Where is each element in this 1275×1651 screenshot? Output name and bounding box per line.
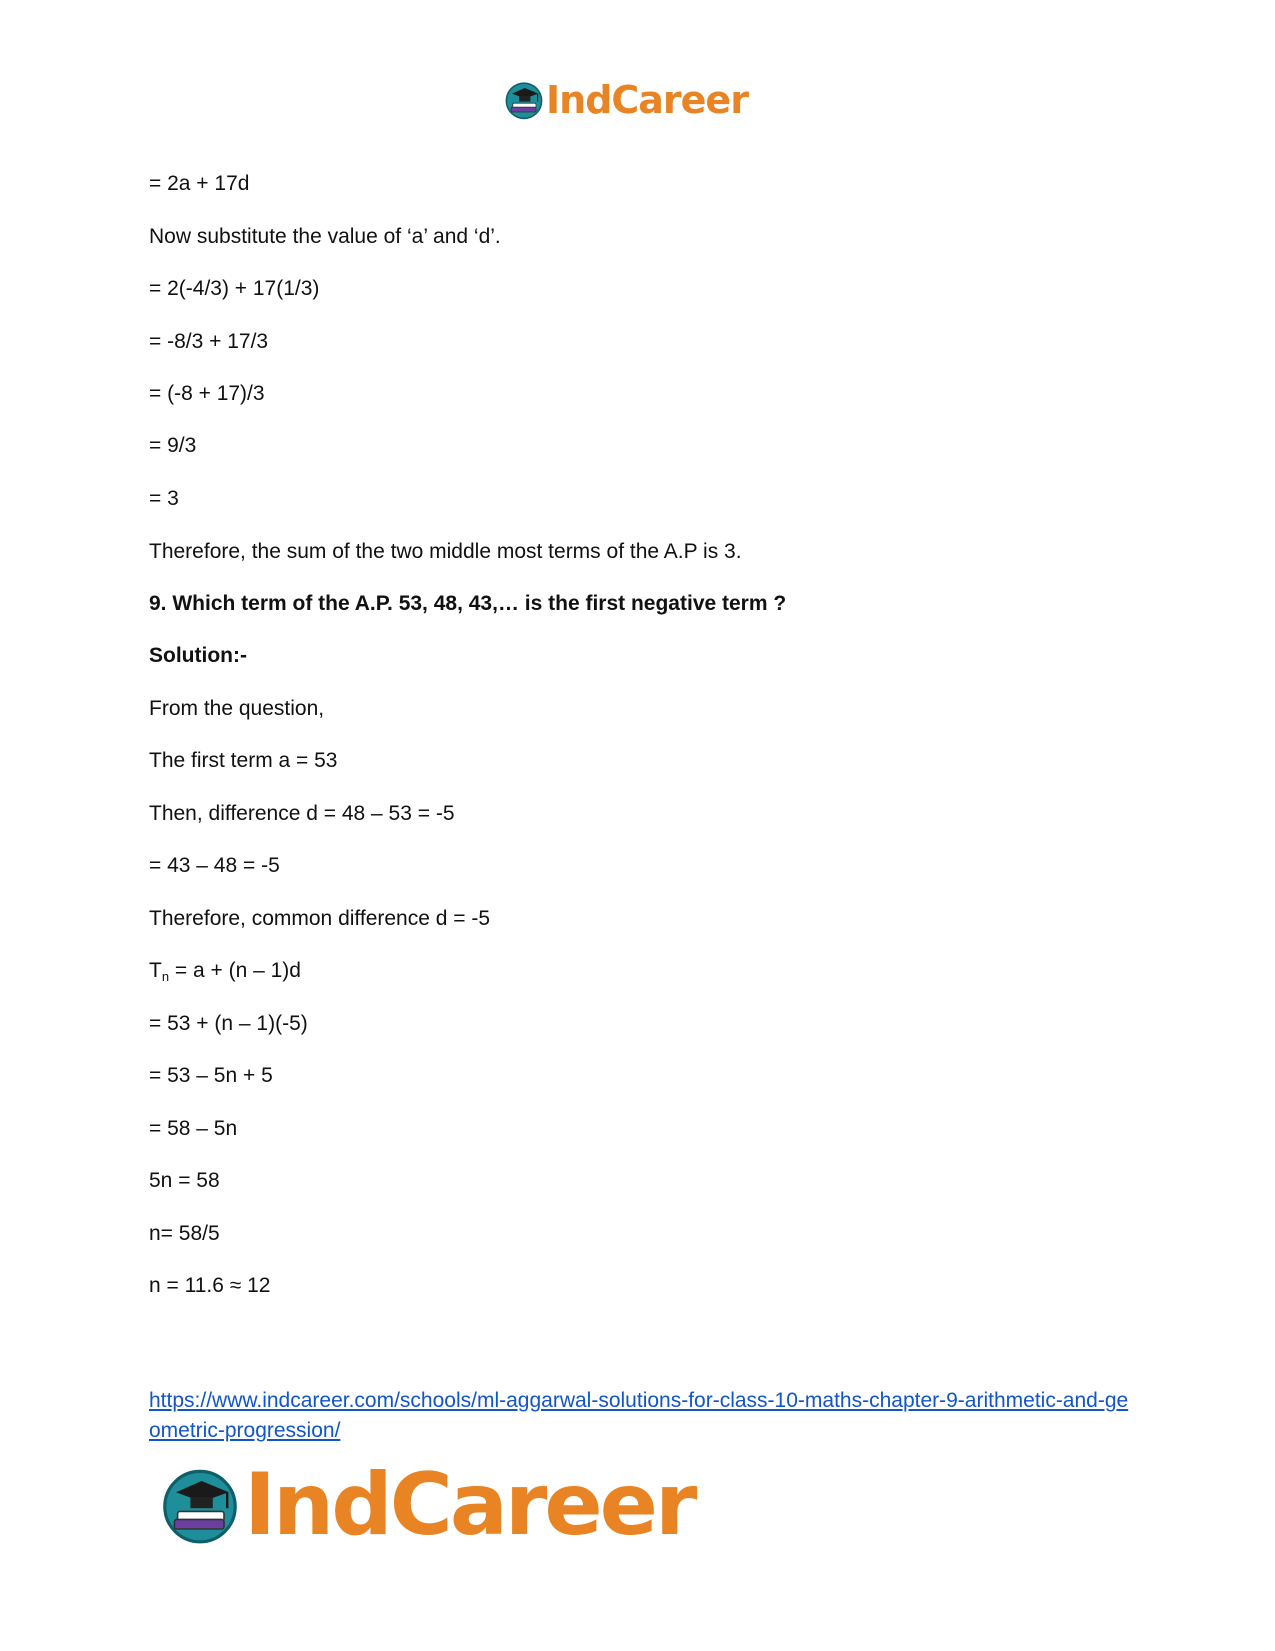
text-line: The first term a = 53 [149,749,338,772]
text-line: = 53 – 5n + 5 [149,1064,273,1087]
question-heading: 9. Which term of the A.P. 53, 48, 43,… is the first negative term ? [149,592,787,615]
text-line: = 58 – 5n [149,1117,238,1140]
tn-subscript: n [161,969,170,984]
text-line: = 2a + 17d [149,172,250,195]
tn-formula [149,958,301,990]
source-link[interactable]: https://www.indcareer.com/schools/ml-aggarwal-solutions-for-class-10-maths-chapter-9-arithmetic-and-geometric-progression/ [149,1389,1129,1442]
tn-rest: = a + (n – 1)d [169,959,301,982]
text-line: Therefore, common difference d = -5 [149,907,491,930]
text-line: = 43 – 48 = -5 [149,854,280,877]
text-line: Now substitute the value of ‘a’ and ‘d’. [149,225,501,248]
solution-heading: Solution:- [149,644,247,667]
text-line: = 3 [149,487,179,510]
conclusion-text: Therefore, the sum of the two middle most terms of the A.P is 3. [149,540,742,563]
footer-logo [160,1455,695,1555]
text-line: n= 58/5 [149,1222,220,1245]
header-logo [504,80,748,120]
graduation-cap-icon [504,80,544,120]
text-line: = -8/3 + 17/3 [149,330,269,353]
brand-name: IndCareer [244,1455,695,1555]
text-line: 5n = 58 [149,1169,220,1192]
brand-name: IndCareer [546,78,748,122]
tn-base: T [149,959,162,982]
text-line: = 9/3 [149,434,197,457]
text-line: Then, difference d = 48 – 53 = -5 [149,802,455,825]
text-line: n = 11.6 ≈ 12 [149,1274,271,1297]
graduation-cap-icon [160,1465,240,1545]
text-line: = (-8 + 17)/3 [149,382,265,405]
text-line: From the question, [149,697,325,720]
text-line: = 53 + (n – 1)(-5) [149,1012,308,1035]
text-line: = 2(-4/3) + 17(1/3) [149,277,320,300]
